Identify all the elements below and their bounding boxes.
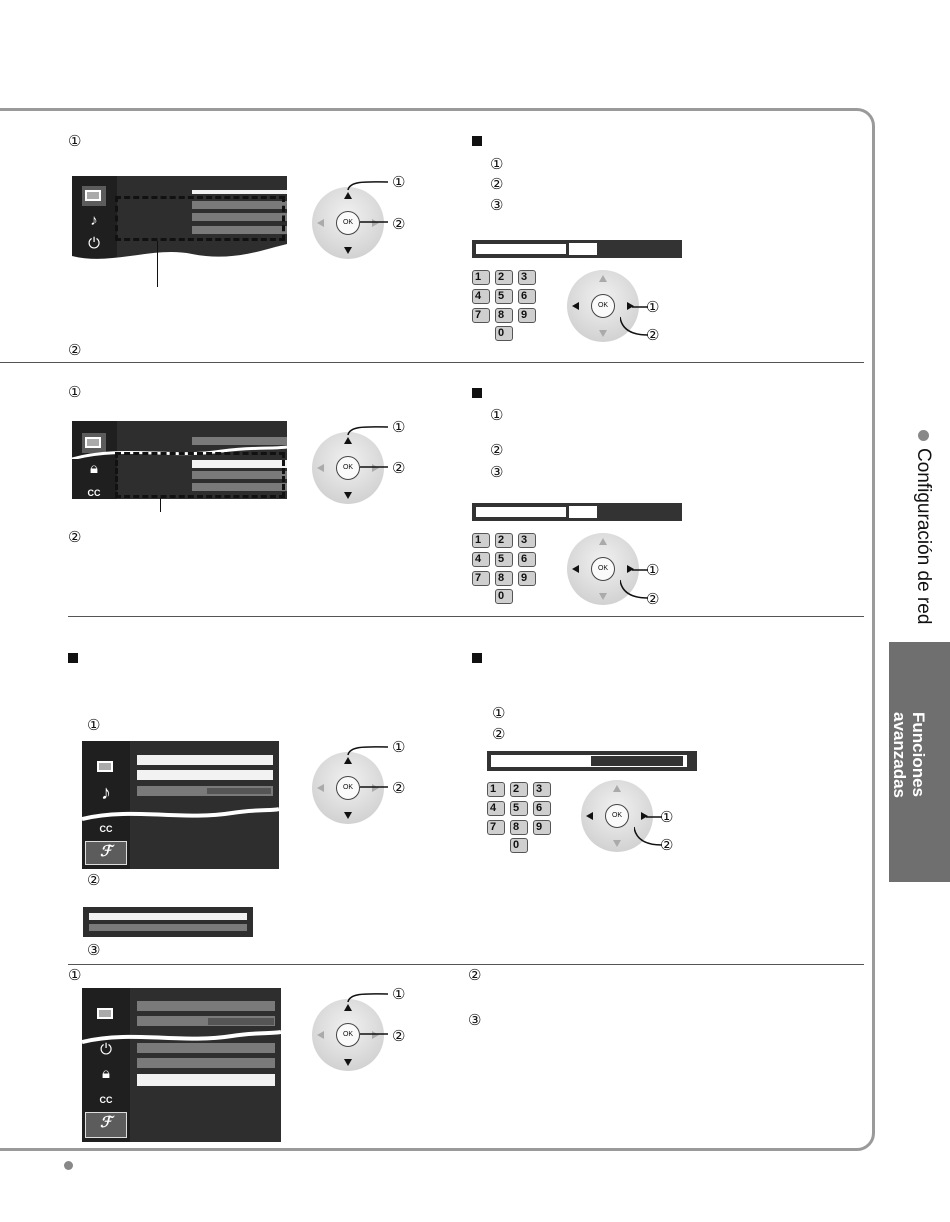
input-bar-1: [472, 240, 682, 258]
lock-icon: 🔒︎: [102, 1065, 110, 1082]
section-label: Configuración de red: [913, 448, 934, 625]
section-bullet: [918, 430, 929, 441]
music-note-icon: ♪: [90, 212, 98, 229]
dpad-2: OK: [567, 270, 639, 342]
keypad-1: 1 2 3 4 5 6 7 8 9 0: [472, 270, 542, 342]
divider-1: [0, 362, 864, 363]
sub-menu-box: [83, 907, 253, 937]
dpad-7: OK: [312, 999, 384, 1071]
highlight-box-2: [115, 452, 285, 498]
wrench-icon: ℱ: [85, 1112, 127, 1138]
chapter-tab: Funciones avanzadas: [889, 642, 950, 882]
bullet-square: [472, 136, 482, 146]
divider-3: [68, 964, 864, 965]
input-bar-2: [472, 503, 682, 521]
input-bar-3: [487, 751, 697, 771]
highlight-box-1: [115, 196, 285, 241]
cc-icon: CC: [99, 824, 113, 834]
timer-icon: ⏻: [100, 1041, 112, 1058]
cc-icon: CC: [99, 1095, 113, 1105]
tv-menu-4: [82, 988, 281, 1142]
keypad-2: 1 2 3 4 5 6 7 8 9 0: [472, 533, 542, 605]
picture-icon: [94, 1004, 118, 1024]
music-note-icon: ♪: [101, 782, 111, 804]
tv-menu-3: [82, 741, 279, 869]
ok-button: OK: [336, 211, 360, 235]
picture-icon: [94, 757, 118, 777]
footer-bullet: [64, 1161, 73, 1170]
dpad-3: OK: [312, 432, 384, 504]
step-2-marker: ②: [68, 342, 82, 359]
wrench-icon: ℱ: [85, 841, 127, 865]
cc-icon: CC: [87, 488, 101, 498]
timer-icon: ⏻: [88, 235, 100, 252]
dpad-4: OK: [567, 533, 639, 605]
lock-icon: 🔒︎: [90, 460, 98, 477]
divider-2: [68, 616, 864, 617]
step-1-marker: ①: [68, 133, 82, 150]
keypad-3: 1 2 3 4 5 6 7 8 9 0: [487, 782, 557, 854]
dpad-6: OK: [581, 780, 653, 852]
picture-icon: [82, 186, 106, 206]
dpad-5: OK: [312, 752, 384, 824]
